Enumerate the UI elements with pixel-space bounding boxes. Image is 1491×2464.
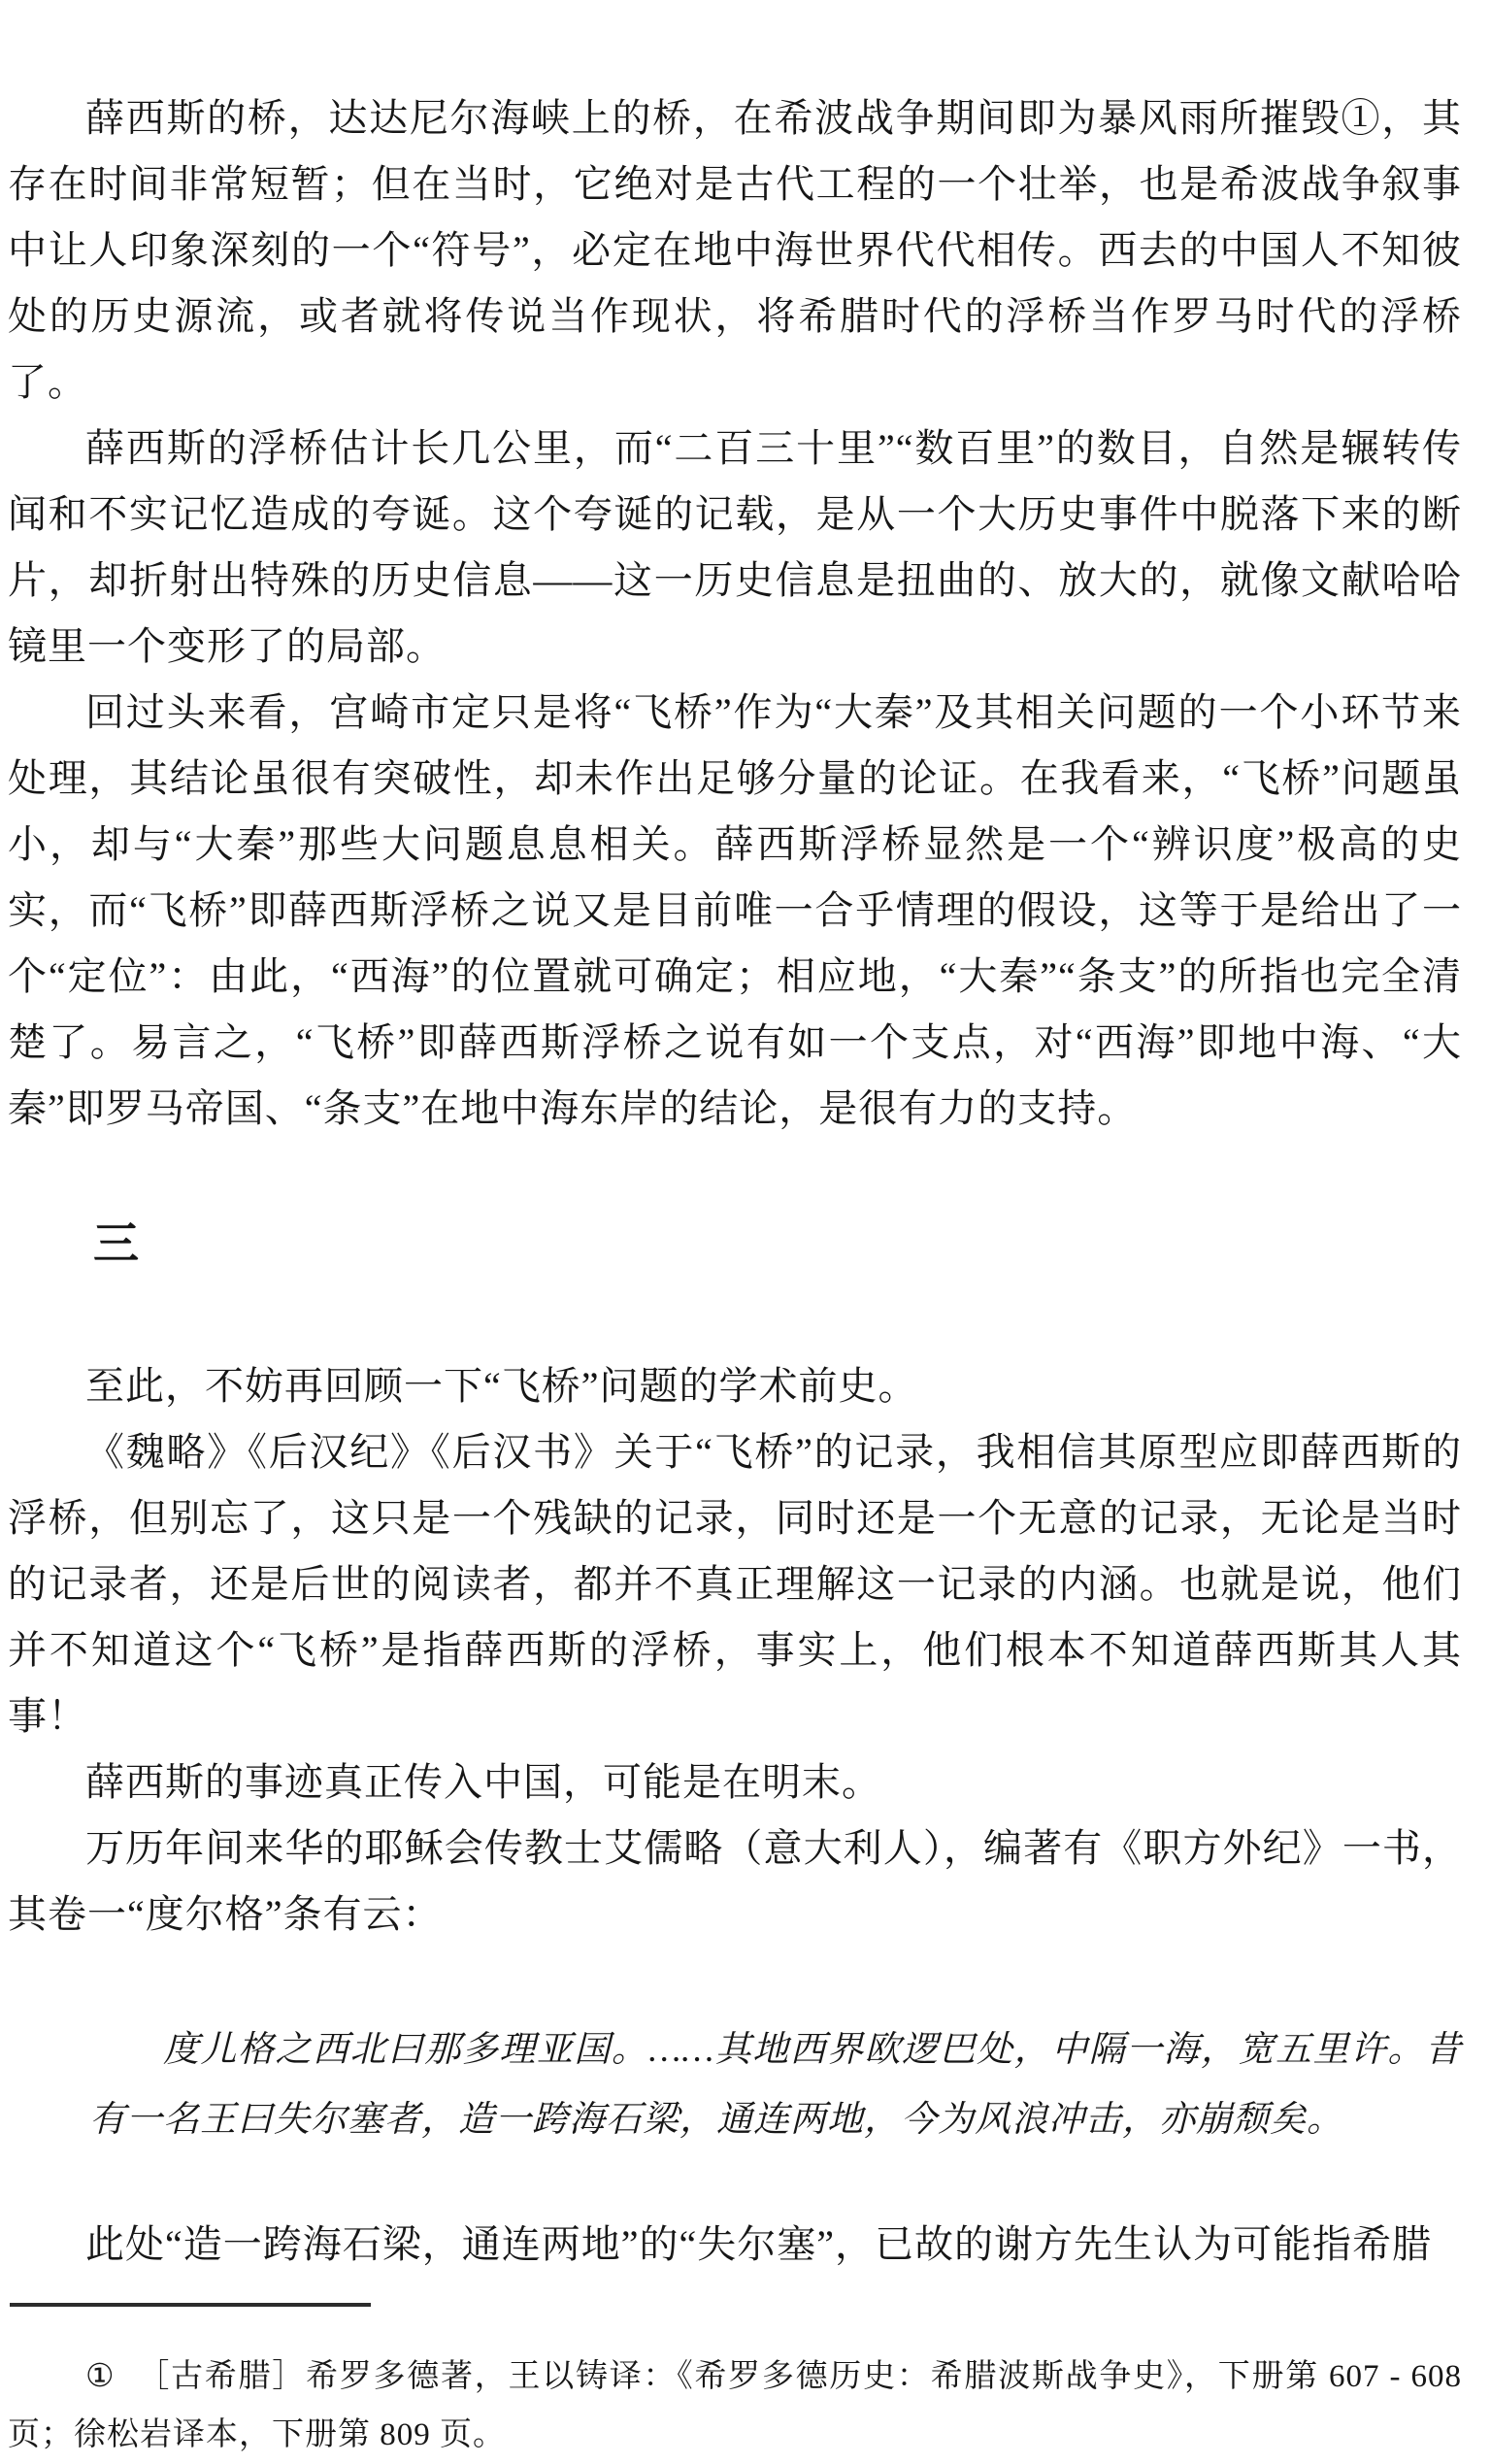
footnote-marker: ① (85, 2359, 116, 2394)
footnote-divider (10, 2303, 371, 2307)
section-number-heading: 三 (93, 1219, 139, 1270)
body-paragraph-6: 薛西斯的事迹真正传入中国，可能是在明末。 (85, 1760, 881, 1804)
body-paragraph-8: 此处“造一跨海石梁，通连两地”的“失尔塞”，已故的谢方先生认为可能指希腊 (85, 2222, 1433, 2266)
body-paragraph-2: 薛西斯的浮桥估计长几公里，而“二百三十里”“数百里”的数目，自然是辗转传闻和不实记忆造成的夸诞。这个夸诞的记载，是从一个大历史事件中脱落下来的断片，却折射出特殊的历史信息——这一历史信息是扭曲的、放大的，就像文献哈哈镜里一个变形了的局部。 (8, 426, 1462, 668)
body-paragraph-7: 万历年间来华的耶稣会传教士艾儒略（意大利人），编著有《职方外纪》一书，其卷一“度尔格”条有云： (8, 1826, 1462, 1936)
block-quote: 度儿格之西北曰那多理亚国。……其地西界欧逻巴处，中隔一海，宽五里许。昔有一名王曰失尔塞者，造一跨海石梁，通连两地，今为风浪冲击，亦崩颓矣。 (89, 2030, 1462, 2140)
body-paragraph-4: 至此，不妨再回顾一下“飞桥”问题的学术前史。 (85, 1364, 918, 1408)
body-paragraph-3: 回过头来看，宫崎市定只是将“飞桥”作为“大秦”及其相关问题的一个小环节来处理，其结论虽很有突破性，却未作出足够分量的论证。在我看来，“飞桥”问题虽小，却与“大秦”那些大问题息息相关。薛西斯浮桥显然是一个“辨识度”极高的史实，而“飞桥”即薛西斯浮桥之说又是目前唯一合乎情理的假设，这等于是给出了一个“定位”：由此，“西海”的位置就可确定；相应地，“大秦”“条支”的所指也完全清楚了。易言之，“飞桥”即薛西斯浮桥之说有如一个支点，对“西海”即地中海、“大秦”即罗马帝国、“条支”在地中海东岸的结论，是很有力的支持。 (8, 690, 1462, 1130)
body-paragraph-5: 《魏略》《后汉纪》《后汉书》关于“飞桥”的记录，我相信其原型应即薛西斯的浮桥，但别忘了，这只是一个残缺的记录，同时还是一个无意的记录，无论是当时的记录者，还是后世的阅读者，都并不真正理解这一记录的内涵。也就是说，他们并不知道这个“飞桥”是指薛西斯的浮桥，事实上，他们根本不知道薛西斯其人其事！ (8, 1430, 1462, 1738)
body-paragraph-1: 薛西斯的桥，达达尼尔海峡上的桥，在希波战争期间即为暴风雨所摧毁①，其存在时间非常短暂；但在当时，它绝对是古代工程的一个壮举，也是希波战争叙事中让人印象深刻的一个“符号”，必定在地中海世界代代相传。西去的中国人不知彼处的历史源流，或者就将传说当作现状，将希腊时代的浮桥当作罗马时代的浮桥了。 (8, 96, 1462, 404)
footnote (8, 2347, 1462, 2464)
footnote-text: ［古希腊］希罗多德著，王以铸译：《希罗多德历史：希腊波斯战争史》，下册第 607 - 608 页；徐松岩译本，下册第 809 页。 (8, 2359, 1462, 2452)
